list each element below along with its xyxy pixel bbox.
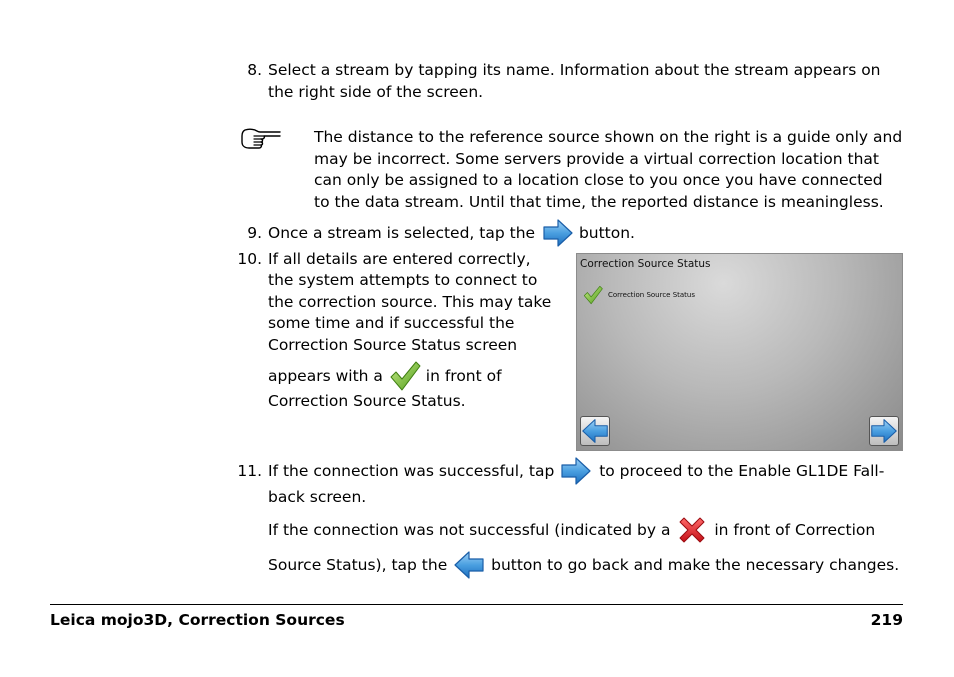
step-11-fail-line-1 [268,520,875,540]
step-10-line-5: Correction Source Status screen [268,336,518,354]
step-11-fail-line-2 [268,555,899,575]
step-11-line-2: back screen. [268,488,367,506]
step-11-number: 11. [237,462,262,480]
arrow-left-icon [453,549,485,581]
step-9-text-before: Once a stream is selected, tap the [268,224,536,242]
screen-back-button[interactable] [580,416,610,446]
pointing-hand-icon [240,127,282,151]
step-10-number: 10. [237,250,262,268]
step-11-fail-line-2-before: Source Status), tap the [268,556,448,574]
note-line-2: may be incorrect. Some servers provide a virtual correction location that [314,150,879,168]
screen-title: Correction Source Status [580,258,711,270]
step-10-line-6 [268,366,502,386]
step-10-line-3: the correction source. This may take [268,293,552,311]
step-10-line-6-before: appears with a [268,367,383,385]
step-9-text-after: button. [578,224,635,242]
step-10-line-4: some time and if successful the [268,314,515,332]
status-checkmark-icon [583,285,603,305]
cross-icon [676,514,708,546]
step-11-line-1-after: to proceed to the Enable GL1DE Fall- [599,462,885,480]
step-11-line-1 [268,461,884,481]
arrow-right-icon [870,417,898,445]
step-10-line-6-after: in front of [425,367,502,385]
step-10-line-2: the system attempts to connect to [268,271,538,289]
note-line-3: can only be assigned to a location close to you once you have connected [314,171,883,189]
screen-next-button[interactable] [869,416,899,446]
step-9-number: 9. [247,224,262,242]
note-line-1: The distance to the reference source shown on the right is a guide only and [314,128,903,146]
screen-status-label: Correction Source Status [608,291,696,299]
step-8-line-1: Select a stream by tapping its name. Information about the stream appears on [268,61,881,79]
step-10-line-7: Correction Source Status. [268,392,466,410]
correction-source-status-screen [576,253,903,451]
step-8-line-2: the right side of the screen. [268,83,484,101]
arrow-left-icon [581,417,609,445]
arrow-right-icon [560,455,592,487]
step-9-text [268,223,635,243]
step-11-fail-line-1-before: If the connection was not successful (indicated by a [268,521,671,539]
step-11-fail-line-1-after: in front of Correction [714,521,876,539]
step-11-fail-line-2-after: button to go back and make the necessary changes. [491,556,900,574]
footer-divider [50,604,903,605]
note-line-4: to the data stream. Until that time, the reported distance is meaningless. [314,193,884,211]
page-number: 219 [870,611,903,629]
checkmark-icon [389,360,421,392]
arrow-right-icon [542,217,574,249]
step-11-line-1-before: If the connection was successful, tap [268,462,555,480]
footer-title: Leica mojo3D, Correction Sources [50,611,345,629]
step-8-number: 8. [247,61,262,79]
step-10-line-1: If all details are entered correctly, [268,250,531,268]
